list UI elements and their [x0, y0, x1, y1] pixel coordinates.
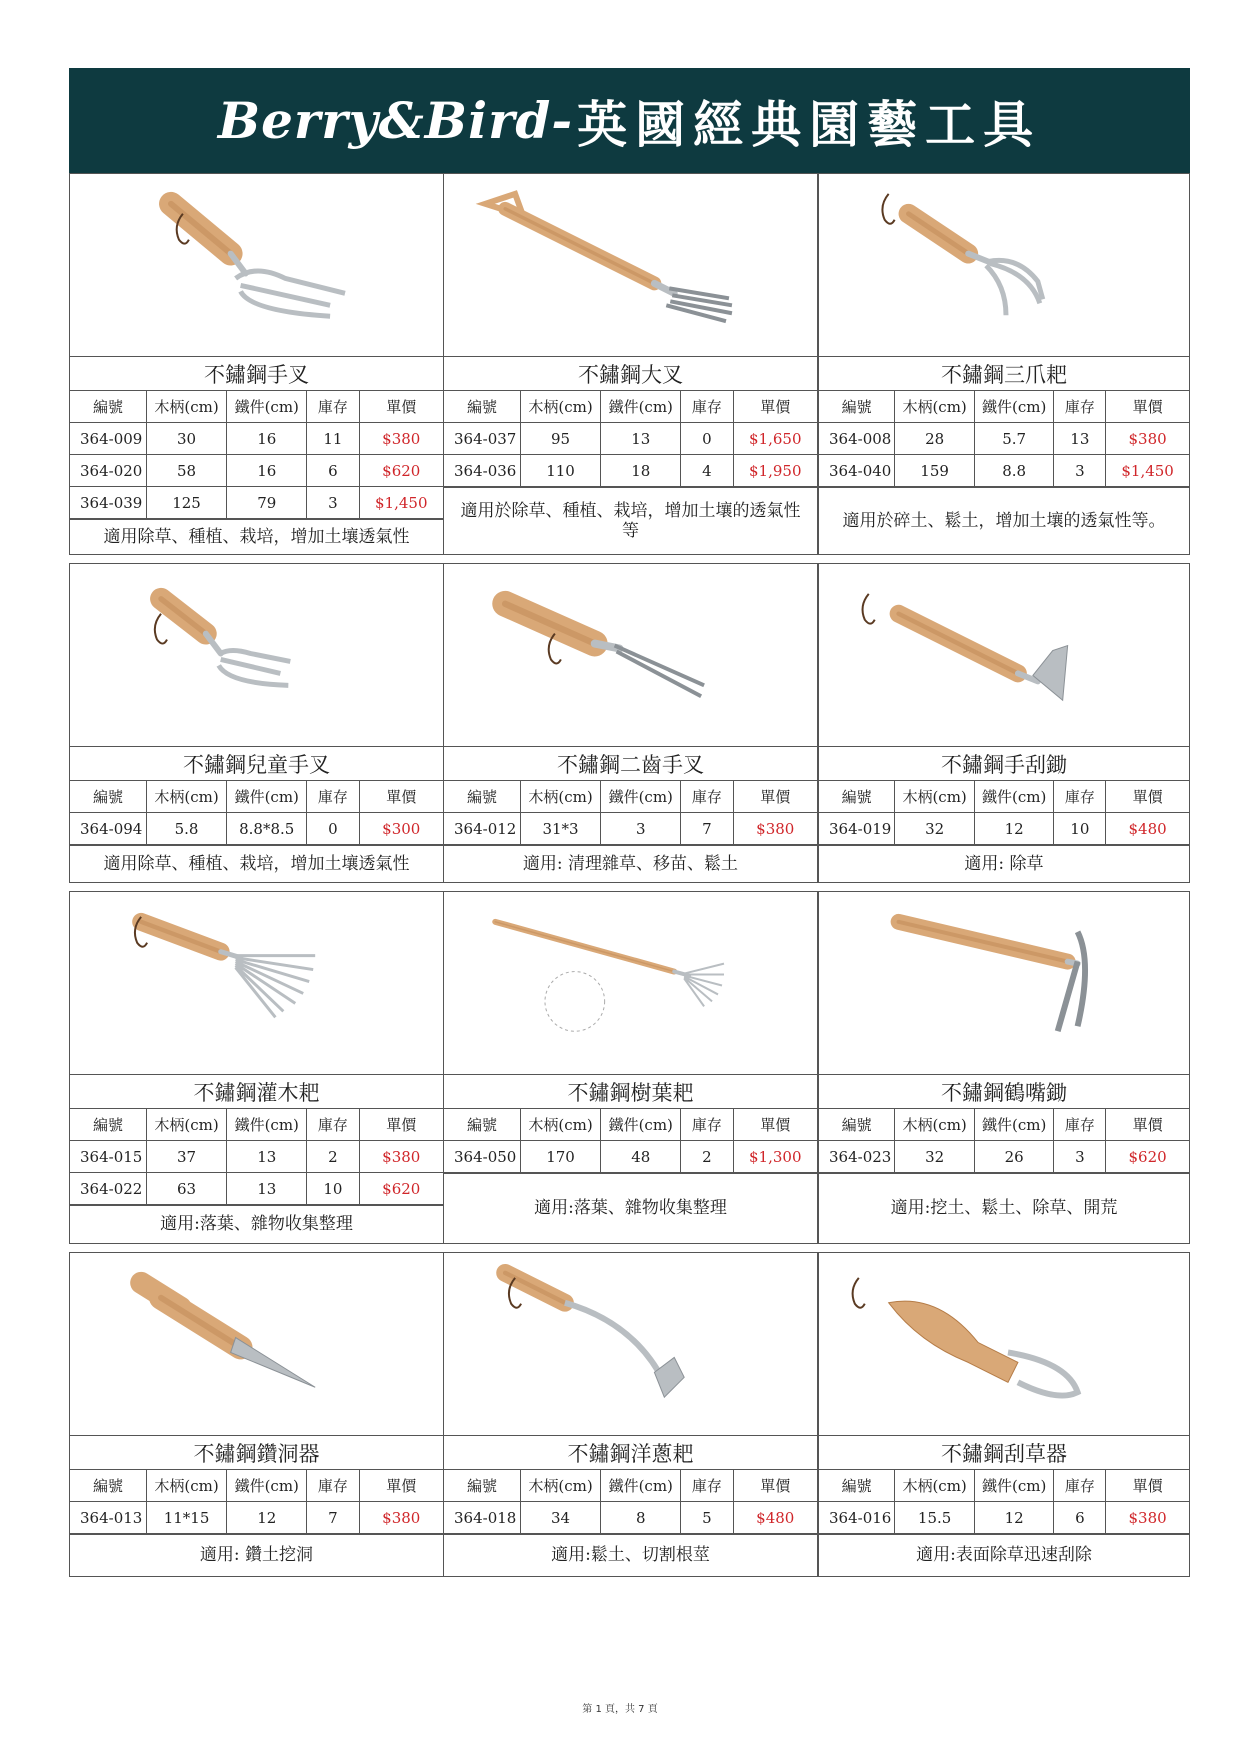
table-row	[444, 813, 817, 845]
table-row	[70, 1502, 443, 1534]
table-cell: 10	[307, 1173, 359, 1205]
column-header: 編號	[444, 1470, 520, 1502]
column-header: 鐵件(cm)	[974, 1470, 1054, 1502]
column-header: 鐵件(cm)	[227, 391, 307, 423]
table-row	[819, 1141, 1189, 1173]
column-header: 木柄(cm)	[520, 1109, 600, 1141]
product-description: 適用:表面除草迅速刮除	[819, 1534, 1189, 1576]
product-card	[818, 1252, 1190, 1577]
column-header: 編號	[70, 391, 146, 423]
column-header: 單價	[359, 781, 443, 813]
column-header: 鐵件(cm)	[601, 1109, 681, 1141]
product-name: 不鏽鋼樹葉耙	[444, 1075, 817, 1109]
table-cell: 3	[307, 487, 359, 519]
page-footer: 第 1 頁，共 7 頁	[582, 1704, 658, 1715]
product-image	[444, 892, 817, 1075]
table-cell: $380	[359, 423, 443, 455]
table-cell: 170	[520, 1141, 600, 1173]
table-row	[70, 813, 443, 845]
table-cell: 7	[681, 813, 733, 845]
column-header: 鐵件(cm)	[601, 1470, 681, 1502]
column-header: 木柄(cm)	[146, 1470, 226, 1502]
spec-table	[444, 1109, 817, 1173]
table-cell: 7	[307, 1502, 359, 1534]
column-header: 庫存	[681, 391, 733, 423]
table-cell: $380	[733, 813, 817, 845]
product-image	[444, 1253, 817, 1436]
table-cell: 37	[146, 1141, 226, 1173]
product-description: 適用除草、種植、栽培，增加土壤透氣性	[70, 845, 443, 882]
table-cell: $1,950	[733, 455, 817, 487]
column-header: 鐵件(cm)	[227, 1109, 307, 1141]
column-header: 庫存	[307, 1470, 359, 1502]
column-header: 木柄(cm)	[520, 391, 600, 423]
table-cell: 3	[1054, 455, 1106, 487]
column-header: 木柄(cm)	[520, 781, 600, 813]
table-cell: $380	[1106, 423, 1189, 455]
column-header: 單價	[359, 1470, 443, 1502]
table-row	[819, 455, 1189, 487]
table-cell: 13	[227, 1173, 307, 1205]
spec-table	[444, 391, 817, 487]
product-image	[819, 1253, 1189, 1436]
table-cell: 2	[681, 1141, 733, 1173]
product-description: 適用:挖土、鬆土、除草、開荒	[819, 1173, 1189, 1243]
table-cell: 3	[601, 813, 681, 845]
product-image	[70, 892, 443, 1075]
spec-table	[70, 1109, 443, 1205]
table-cell: 364-015	[70, 1141, 146, 1173]
column-header: 單價	[1106, 781, 1189, 813]
table-cell: 12	[227, 1502, 307, 1534]
table-cell: 30	[146, 423, 226, 455]
product-card	[443, 173, 818, 555]
table-row	[444, 1141, 817, 1173]
table-cell: $620	[359, 1173, 443, 1205]
table-cell: 364-023	[819, 1141, 895, 1173]
column-header: 單價	[1106, 1470, 1189, 1502]
column-header: 庫存	[681, 781, 733, 813]
table-cell: $380	[359, 1141, 443, 1173]
product-card	[818, 563, 1190, 883]
table-cell: 364-050	[444, 1141, 520, 1173]
product-name: 不鏽鋼兒童手叉	[70, 747, 443, 781]
column-header: 庫存	[307, 781, 359, 813]
product-name: 不鏽鋼刮草器	[819, 1436, 1189, 1470]
column-header: 庫存	[681, 1109, 733, 1141]
spec-table	[819, 781, 1189, 845]
table-cell: 159	[895, 455, 975, 487]
table-cell: 364-018	[444, 1502, 520, 1534]
table-cell: 12	[974, 813, 1054, 845]
table-cell: 110	[520, 455, 600, 487]
column-header: 鐵件(cm)	[601, 391, 681, 423]
table-cell: $380	[1106, 1502, 1189, 1534]
table-cell: 4	[681, 455, 733, 487]
table-cell: 364-013	[70, 1502, 146, 1534]
column-header: 單價	[733, 1109, 817, 1141]
table-cell: 364-020	[70, 455, 146, 487]
table-cell: 15.5	[895, 1502, 975, 1534]
column-header: 單價	[359, 1109, 443, 1141]
table-cell: $300	[359, 813, 443, 845]
table-cell: 11	[307, 423, 359, 455]
product-name: 不鏽鋼灌木耙	[70, 1075, 443, 1109]
table-cell: 58	[146, 455, 226, 487]
page-header	[69, 68, 1190, 173]
table-row	[70, 423, 443, 455]
column-header: 木柄(cm)	[895, 391, 975, 423]
spec-table	[70, 391, 443, 519]
product-card	[69, 1252, 444, 1577]
spec-table	[70, 1470, 443, 1534]
column-header: 木柄(cm)	[146, 391, 226, 423]
column-header: 單價	[733, 391, 817, 423]
table-cell: 26	[974, 1141, 1054, 1173]
table-row	[70, 487, 443, 519]
product-card	[69, 563, 444, 883]
table-row	[444, 455, 817, 487]
table-cell: 8	[601, 1502, 681, 1534]
column-header: 木柄(cm)	[895, 781, 975, 813]
column-header: 鐵件(cm)	[227, 781, 307, 813]
table-cell: 5	[681, 1502, 733, 1534]
table-cell: 5.8	[146, 813, 226, 845]
product-image	[444, 174, 817, 357]
product-description: 適用:落葉、雜物收集整理	[444, 1173, 817, 1243]
product-image	[819, 892, 1189, 1075]
table-row	[70, 1141, 443, 1173]
table-cell: 364-037	[444, 423, 520, 455]
table-cell: 3	[1054, 1141, 1106, 1173]
spec-table	[444, 1470, 817, 1534]
product-description: 適用於碎土、鬆土，增加土壤的透氣性等。	[819, 487, 1189, 554]
column-header: 單價	[1106, 391, 1189, 423]
product-description: 適用: 鑽土挖洞	[70, 1534, 443, 1576]
column-header: 鐵件(cm)	[974, 1109, 1054, 1141]
table-cell: 79	[227, 487, 307, 519]
table-cell: $620	[359, 455, 443, 487]
table-cell: 2	[307, 1141, 359, 1173]
product-description: 適用: 清理雜草、移苗、鬆土	[444, 845, 817, 882]
product-card	[69, 173, 444, 555]
table-cell: 364-036	[444, 455, 520, 487]
table-cell: 18	[601, 455, 681, 487]
page-title: 英國經典園藝工具	[577, 95, 1042, 154]
table-cell: 13	[601, 423, 681, 455]
column-header: 編號	[819, 781, 895, 813]
column-header: 庫存	[1054, 1470, 1106, 1502]
product-name: 不鏽鋼洋蔥耙	[444, 1436, 817, 1470]
table-cell: 0	[307, 813, 359, 845]
table-cell: 364-019	[819, 813, 895, 845]
product-card	[818, 891, 1190, 1244]
column-header: 鐵件(cm)	[601, 781, 681, 813]
table-cell: 95	[520, 423, 600, 455]
table-cell: 28	[895, 423, 975, 455]
table-cell: 31*3	[520, 813, 600, 845]
table-cell: 32	[895, 813, 975, 845]
product-description: 適用:鬆土、切割根莖	[444, 1534, 817, 1576]
column-header: 編號	[70, 781, 146, 813]
spec-table	[819, 1109, 1189, 1173]
column-header: 庫存	[1054, 391, 1106, 423]
table-cell: 5.7	[974, 423, 1054, 455]
product-description: 適用除草、種植、栽培，增加土壤透氣性	[70, 519, 443, 554]
table-row	[70, 1173, 443, 1205]
table-cell: 6	[307, 455, 359, 487]
table-cell: 63	[146, 1173, 226, 1205]
table-cell: 364-016	[819, 1502, 895, 1534]
column-header: 編號	[70, 1470, 146, 1502]
product-image	[444, 564, 817, 747]
product-description: 適用:落葉、雜物收集整理	[70, 1205, 443, 1243]
product-name: 不鏽鋼大叉	[444, 357, 817, 391]
column-header: 木柄(cm)	[895, 1109, 975, 1141]
column-header: 鐵件(cm)	[227, 1470, 307, 1502]
table-cell: 8.8	[974, 455, 1054, 487]
spec-table	[444, 781, 817, 845]
column-header: 單價	[733, 781, 817, 813]
column-header: 木柄(cm)	[520, 1470, 600, 1502]
spec-table	[70, 781, 443, 845]
column-header: 編號	[444, 391, 520, 423]
table-cell: 16	[227, 455, 307, 487]
product-name: 不鏽鋼鑽洞器	[70, 1436, 443, 1470]
table-cell: 0	[681, 423, 733, 455]
brand-logo: Berry&Bird-	[217, 91, 574, 150]
column-header: 木柄(cm)	[895, 1470, 975, 1502]
table-row	[819, 1502, 1189, 1534]
column-header: 編號	[819, 1470, 895, 1502]
column-header: 庫存	[681, 1470, 733, 1502]
column-header: 鐵件(cm)	[974, 391, 1054, 423]
table-cell: $1,450	[359, 487, 443, 519]
product-name: 不鏽鋼手叉	[70, 357, 443, 391]
table-cell: 8.8*8.5	[227, 813, 307, 845]
table-cell: $1,650	[733, 423, 817, 455]
column-header: 庫存	[1054, 1109, 1106, 1141]
column-header: 編號	[819, 1109, 895, 1141]
column-header: 木柄(cm)	[146, 781, 226, 813]
table-cell: $1,300	[733, 1141, 817, 1173]
column-header: 單價	[733, 1470, 817, 1502]
product-name: 不鏽鋼手刮鋤	[819, 747, 1189, 781]
column-header: 編號	[70, 1109, 146, 1141]
product-description: 適用: 除草	[819, 845, 1189, 882]
table-cell: 11*15	[146, 1502, 226, 1534]
column-header: 鐵件(cm)	[974, 781, 1054, 813]
product-image	[70, 1253, 443, 1436]
column-header: 庫存	[1054, 781, 1106, 813]
spec-table	[819, 1470, 1189, 1534]
table-row	[819, 423, 1189, 455]
product-description: 適用於除草、種植、栽培，增加土壤的透氣性等	[444, 487, 817, 554]
table-cell: $1,450	[1106, 455, 1189, 487]
table-row	[819, 813, 1189, 845]
column-header: 木柄(cm)	[146, 1109, 226, 1141]
column-header: 編號	[444, 1109, 520, 1141]
table-cell: 364-022	[70, 1173, 146, 1205]
product-card	[443, 891, 818, 1244]
table-cell: 364-039	[70, 487, 146, 519]
table-cell: 364-008	[819, 423, 895, 455]
table-cell: 364-094	[70, 813, 146, 845]
product-name: 不鏽鋼三爪耙	[819, 357, 1189, 391]
product-image	[819, 564, 1189, 747]
table-cell: $480	[733, 1502, 817, 1534]
table-cell: 125	[146, 487, 226, 519]
table-cell: 13	[227, 1141, 307, 1173]
product-card	[443, 563, 818, 883]
column-header: 編號	[819, 391, 895, 423]
table-cell: $620	[1106, 1141, 1189, 1173]
table-cell: 364-040	[819, 455, 895, 487]
table-cell: 34	[520, 1502, 600, 1534]
column-header: 編號	[444, 781, 520, 813]
table-cell: $480	[1106, 813, 1189, 845]
table-cell: 12	[974, 1502, 1054, 1534]
table-cell: $380	[359, 1502, 443, 1534]
column-header: 庫存	[307, 391, 359, 423]
table-cell: 48	[601, 1141, 681, 1173]
product-image	[70, 174, 443, 357]
table-cell: 364-012	[444, 813, 520, 845]
table-cell: 364-009	[70, 423, 146, 455]
product-image	[819, 174, 1189, 357]
column-header: 單價	[359, 391, 443, 423]
product-name: 不鏽鋼二齒手叉	[444, 747, 817, 781]
product-card	[818, 173, 1190, 555]
table-row	[444, 1502, 817, 1534]
table-cell: 6	[1054, 1502, 1106, 1534]
product-image	[70, 564, 443, 747]
table-row	[444, 423, 817, 455]
table-row	[70, 455, 443, 487]
product-card	[443, 1252, 818, 1577]
product-name: 不鏽鋼鶴嘴鋤	[819, 1075, 1189, 1109]
table-cell: 32	[895, 1141, 975, 1173]
column-header: 庫存	[307, 1109, 359, 1141]
product-card	[69, 891, 444, 1244]
table-cell: 13	[1054, 423, 1106, 455]
column-header: 單價	[1106, 1109, 1189, 1141]
table-cell: 10	[1054, 813, 1106, 845]
spec-table	[819, 391, 1189, 487]
table-cell: 16	[227, 423, 307, 455]
